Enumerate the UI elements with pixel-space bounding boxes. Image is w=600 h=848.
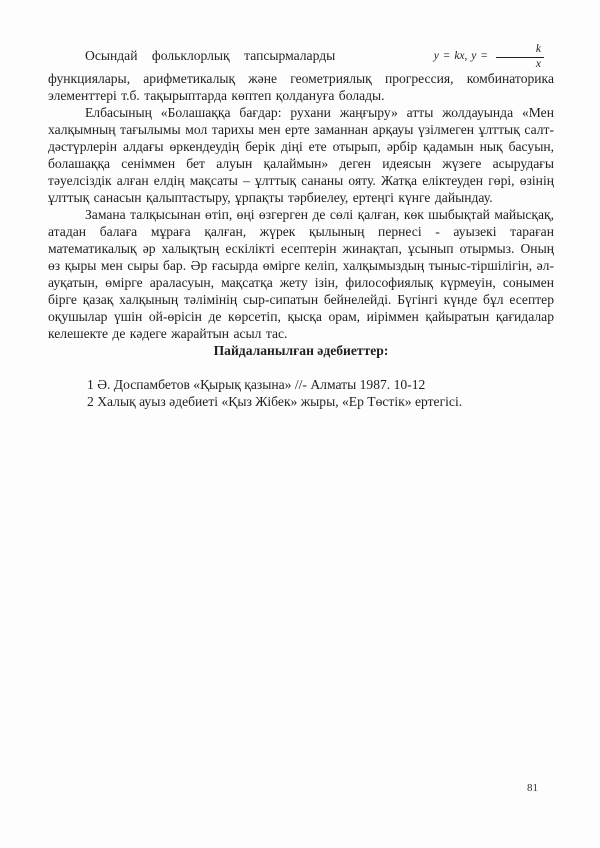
references-heading: Пайдаланылған әдебиеттер: xyxy=(213,343,389,358)
document-content xyxy=(48,44,554,410)
paragraph-3: Замана талқысынан өтіп, өңі өзгерген де сөлі қалған, көк шыбықтай майысқақ, атадан балаға мұраға қалған, жүрек қылының пернесі - ауызекі тараған математикалық әр халықтың ескілікті есептерін жинақтап, ұсынып отырмыз. Оның өз қыры мен сыры бар. Әр ғасырда өмірге келіп, халқымыздың тыныс-тіршілігін, әл-ауқатын, өмірге араласуын, мақсатқа жету ізін, философиялық күрмеуін, сонымен бірге қазақ халқының тәлімінің сыр-сипатын бейнелейді. Бүгінгі күнде бұл есептер оқушылар үшін ой-өрісін де көрсетіп, қысқа орам, иіріммен қайыратын қағидалар келешекте де кәдеге жарайтын асыл тас. xyxy=(48,207,554,341)
reference-item-1: 1 Ә. Доспамбетов «Қырық қазына» //- Алматы 1987. 10-12 xyxy=(87,377,426,392)
math-formula xyxy=(350,44,554,70)
fraction xyxy=(496,44,544,70)
paragraph-1-text-after: функциялары, арифметикалық және геометриялық прогрессия, комбинаторика элементтері т.б. тақырыптарда көптеп қолдануға болады. xyxy=(48,71,554,103)
paragraph-2: Елбасының «Болашаққа бағдар: рухани жаңғыру» атты жолдауында «Мен халқымның тағылымы мол тарихы мен ерте заманнан арқауы үзілмеген ұлттық салт-дәстүрлерін алдағы өркендеудің берік діңі ете отырып, әрбір қадамын нық басуын, болашаққа сеніммен бет алуын қалаймын» деген идеясын жүзеге асырудағы тәуелсіздік алған елдің мақсаты – ұлттық сананы ояту. Жатқа еліктеуден гөрі, өзінің ұлттық санасын қалыптастыру, ұрпақты тәрбиелеу, ертеңгі күнге дайындау. xyxy=(48,105,554,205)
fraction-denominator: x xyxy=(535,57,541,70)
formula-lead: y = kx, y = xyxy=(433,50,489,63)
page-number: 81 xyxy=(527,782,538,794)
paragraph-1-text-before: Осындай фольклорлық тапсырмаларды xyxy=(85,48,336,64)
reference-item-2: 2 Халық ауыз әдебиеті «Қыз Жібек» жыры, «Ер Төстік» ертегісі. xyxy=(87,394,463,409)
paragraph-1 xyxy=(48,44,554,104)
fraction-numerator: k xyxy=(496,44,544,58)
